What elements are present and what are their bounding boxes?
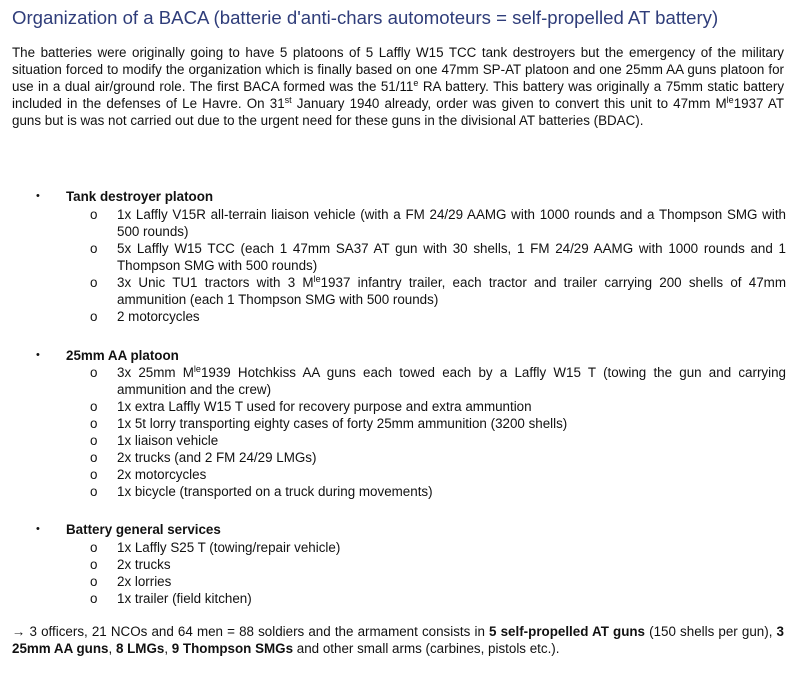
intro-sup-3: le	[726, 95, 734, 105]
item-text: 1x extra Laffly W15 T used for recovery purpose and extra ammuntion	[117, 399, 532, 414]
bullet-icon: •	[36, 349, 40, 361]
sub-bullet-icon: o	[90, 433, 98, 448]
sub-bullet-icon: o	[90, 399, 98, 414]
item-text: 5x Laffly W15 TCC (each 1 47mm SA37 AT gun with 30 shells, 1 FM 24/29 AAMG with 1000 rounds and 1 Thompson SMG with 500 rounds)	[117, 241, 786, 273]
item-text: 1x Laffly S25 T (towing/repair vehicle)	[117, 540, 341, 555]
sub-bullet-icon: o	[90, 591, 98, 606]
summary-bold-aa-guns: 3 25mm AA guns	[12, 624, 784, 656]
section-title: Tank destroyer platoon	[66, 189, 214, 204]
intro-text-1: The batteries were originally going to have 5 platoons of 5 Laffly W15 TCC tank destroyers but the emergency of the military situation forced to modify the organization which is finally based on one 47mm SP-AT platoon and one 25mm AA guns platoon for use in a dual air/ground role. The first BACA formed was the 51/11	[12, 45, 784, 94]
intro-paragraph	[12, 44, 784, 129]
list-item	[90, 240, 786, 274]
intro-sup-1: e	[413, 78, 419, 88]
list-item	[90, 364, 786, 398]
item-text-b: 1937 infantry trailer, each tractor and trailer carrying 200 shells of 47mm ammunition (each 1 Thompson SMG with 500 rounds)	[117, 275, 786, 307]
sub-bullet-icon: o	[90, 574, 98, 589]
sub-bullet-icon: o	[90, 540, 98, 555]
item-text: 2 motorcycles	[117, 309, 200, 324]
item-list	[90, 206, 786, 325]
item-text: 1x Laffly V15R all-terrain liaison vehicle (with a FM 24/29 AAMG with 1000 rounds and a Thompson SMG with 500 rounds)	[117, 207, 786, 239]
summary-paragraph	[12, 623, 784, 657]
sub-bullet-icon: o	[90, 309, 98, 324]
section-title: 25mm AA platoon	[66, 348, 179, 363]
item-text: 1x bicycle (transported on a truck during movements)	[117, 484, 433, 499]
intro-text-3: January 1940 already, order was given to convert this unit to 47mm M	[291, 96, 727, 111]
sub-bullet-icon: o	[90, 416, 98, 431]
item-sup: le	[193, 364, 201, 374]
intro-text-2: RA battery. This battery was originally a 75mm static battery included in the defenses of Le Havre. On 31	[12, 79, 785, 111]
intro-sup-2: st	[284, 95, 292, 105]
item-text-a: 3x 25mm M	[117, 365, 194, 380]
sub-bullet-icon: o	[90, 467, 98, 482]
item-text-b: 1939 Hotchkiss AA guns each towed each by a Laffly W15 T (towing the gun and carrying ammunition and the crew)	[117, 365, 786, 397]
list-item	[90, 590, 786, 607]
list-item	[90, 274, 786, 308]
item-text: 1x trailer (field kitchen)	[117, 591, 252, 606]
list-item	[90, 556, 786, 573]
list-item	[90, 466, 786, 483]
section-title: Battery general services	[66, 522, 221, 537]
sub-bullet-icon: o	[90, 450, 98, 465]
summary-text-2: (150 shells per gun),	[645, 624, 777, 639]
list-item	[90, 449, 786, 466]
sub-bullet-icon: o	[90, 557, 98, 572]
list-item	[90, 415, 786, 432]
list-item	[90, 432, 786, 449]
summary-text-4: ,	[164, 641, 172, 656]
item-text: 2x trucks	[117, 557, 171, 572]
item-text: 2x trucks (and 2 FM 24/29 LMGs)	[117, 450, 317, 465]
sub-bullet-icon: o	[90, 484, 98, 499]
sub-bullet-icon: o	[90, 365, 98, 380]
item-sup: le	[313, 274, 321, 284]
item-text: 1x 5t lorry transporting eighty cases of forty 25mm ammunition (3200 shells)	[117, 416, 568, 431]
sub-bullet-icon: o	[90, 241, 98, 256]
summary-text-5: and other small arms (carbines, pistols etc.).	[293, 641, 560, 656]
item-list	[90, 364, 786, 500]
summary-text-1: → 3 officers, 21 NCOs and 64 men = 88 soldiers and the armament consists in	[12, 624, 490, 639]
summary-bold-lmgs: 8 LMGs	[115, 641, 165, 656]
sub-bullet-icon: o	[90, 275, 98, 290]
summary-text-3: ,	[108, 641, 116, 656]
list-item	[90, 573, 786, 590]
intro-text-4: 1937 AT guns but is was not carried out due to the urgent need for these guns in the divisional AT batteries (BDAC).	[12, 96, 784, 128]
item-text: 1x liaison vehicle	[117, 433, 219, 448]
list-item	[90, 206, 786, 240]
list-item	[90, 539, 786, 556]
item-list	[90, 539, 786, 607]
summary-bold-sp-at-guns: 5 self-propelled AT guns	[489, 624, 645, 639]
bullet-icon: •	[36, 190, 40, 202]
item-text: 2x lorries	[117, 574, 172, 589]
bullet-icon: •	[36, 523, 40, 535]
item-text: 2x motorcycles	[117, 467, 207, 482]
summary-bold-smgs: 9 Thompson SMGs	[171, 641, 294, 656]
sub-bullet-icon: o	[90, 207, 98, 222]
list-item	[90, 308, 786, 325]
page-title: Organization of a BACA (batterie d'anti-chars automoteurs = self-propelled AT battery)	[12, 7, 719, 28]
list-item	[90, 483, 786, 500]
list-item	[90, 398, 786, 415]
item-text-a: 3x Unic TU1 tractors with 3 M	[117, 275, 314, 290]
